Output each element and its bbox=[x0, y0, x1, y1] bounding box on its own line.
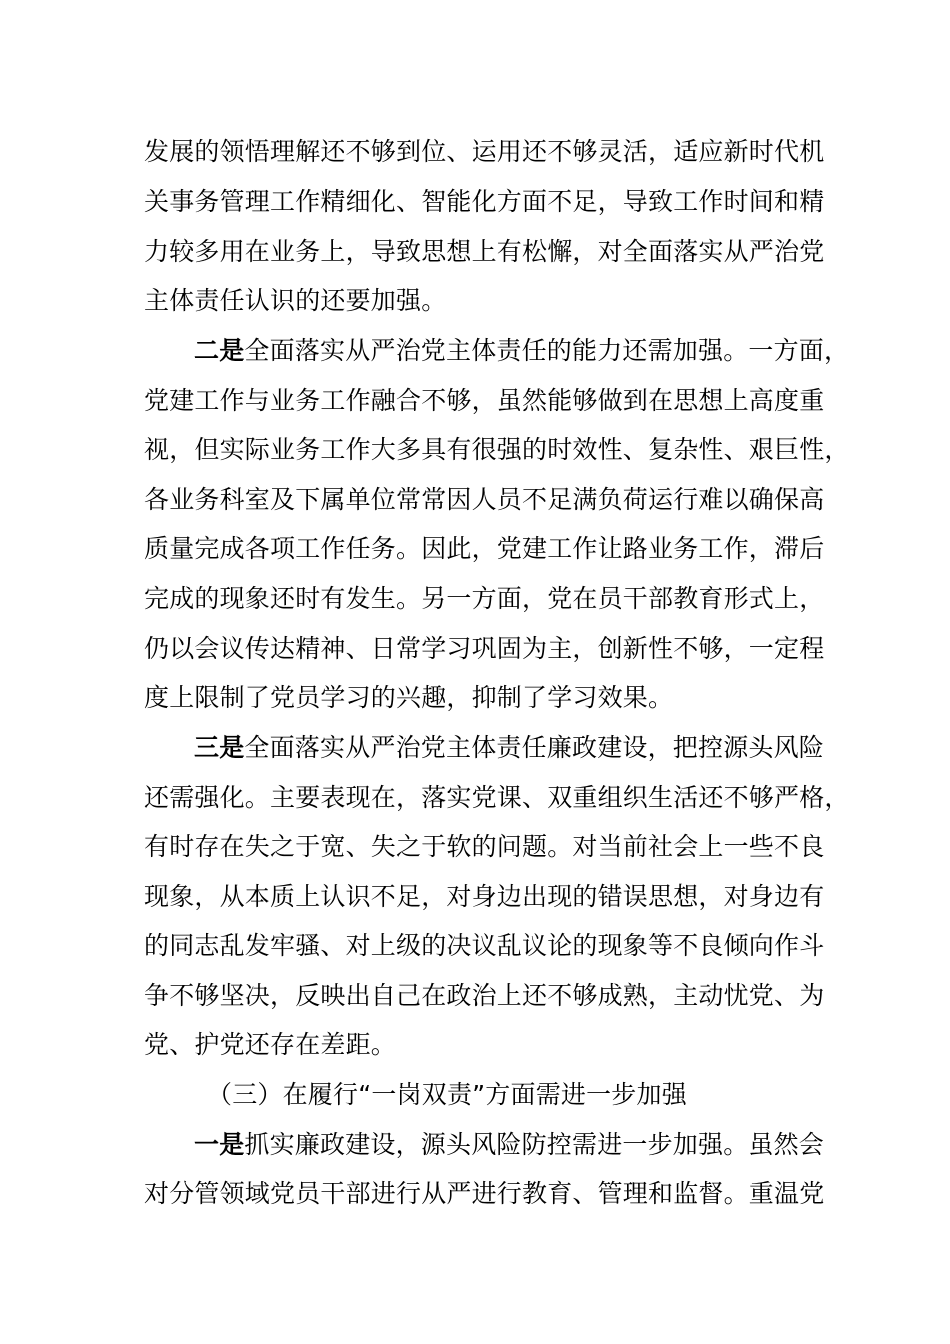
paragraph-line: 质量完成各项工作任务。因此，党建工作让路业务工作，滞后 bbox=[144, 534, 825, 563]
paragraph-text: 全面落实从严治党主体责任的能力还需加强。一方面， bbox=[244, 336, 850, 365]
paragraph-line: 现象，从本质上认识不足，对身边出现的错误思想，对身边有 bbox=[144, 882, 825, 911]
paragraph-text: 抓实廉政建设，源头风险防控需进一步加强。虽然会 bbox=[244, 1130, 825, 1159]
paragraph-line: 各业务科室及下属单位常常因人员不足满负荷运行难以确保高 bbox=[144, 485, 825, 514]
paragraph-line: 仍以会议传达精神、日常学习巩固为主，创新性不够，一定程 bbox=[144, 634, 825, 663]
paragraph-line: 的同志乱发牢骚、对上级的决议乱议论的现象等不良倾向作斗 bbox=[144, 931, 825, 960]
paragraph-line: 度上限制了党员学习的兴趣，抑制了学习效果。 bbox=[144, 683, 674, 712]
lead-phrase: 一是 bbox=[194, 1130, 245, 1159]
paragraph-line: 主体责任认识的还要加强。 bbox=[144, 286, 447, 315]
paragraph-line: 发展的领悟理解还不够到位、运用还不够灵活，适应新时代机 bbox=[144, 137, 825, 166]
section-heading: （三）在履行“一岗双责”方面需进一步加强 bbox=[207, 1080, 687, 1109]
paragraph-line: 视，但实际业务工作大多具有很强的时效性、复杂性、艰巨性， bbox=[144, 435, 850, 464]
lead-phrase: 三是 bbox=[194, 733, 245, 762]
paragraph-line: 党、护党还存在差距。 bbox=[144, 1030, 397, 1059]
paragraph-line: 还需强化。主要表现在，落实党课、双重组织生活还不够严格， bbox=[144, 783, 850, 812]
paragraph-line: 完成的现象还时有发生。另一方面，党在员干部教育形式上， bbox=[144, 584, 825, 613]
paragraph-text: 全面落实从严治党主体责任廉政建设，把控源头风险 bbox=[244, 733, 825, 762]
paragraph-line: 力较多用在业务上，导致思想上有松懈，对全面落实从严治党 bbox=[144, 237, 825, 266]
paragraph-line: 对分管领域党员干部进行从严进行教育、管理和监督。重温党 bbox=[144, 1179, 825, 1208]
paragraph-line: 党建工作与业务工作融合不够，虽然能够做到在思想上高度重 bbox=[144, 386, 825, 415]
paragraph-first-line bbox=[194, 334, 854, 368]
paragraph-line: 有时存在失之于宽、失之于软的问题。对当前社会上一些不良 bbox=[144, 832, 825, 861]
paragraph-first-line bbox=[194, 731, 854, 765]
paragraph-line: 争不够坚决，反映出自己在政治上还不够成熟，主动忧党、为 bbox=[144, 981, 825, 1010]
paragraph-first-line bbox=[194, 1128, 854, 1162]
paragraph-line: 关事务管理工作精细化、智能化方面不足，导致工作时间和精 bbox=[144, 187, 825, 216]
lead-phrase: 二是 bbox=[194, 336, 245, 365]
